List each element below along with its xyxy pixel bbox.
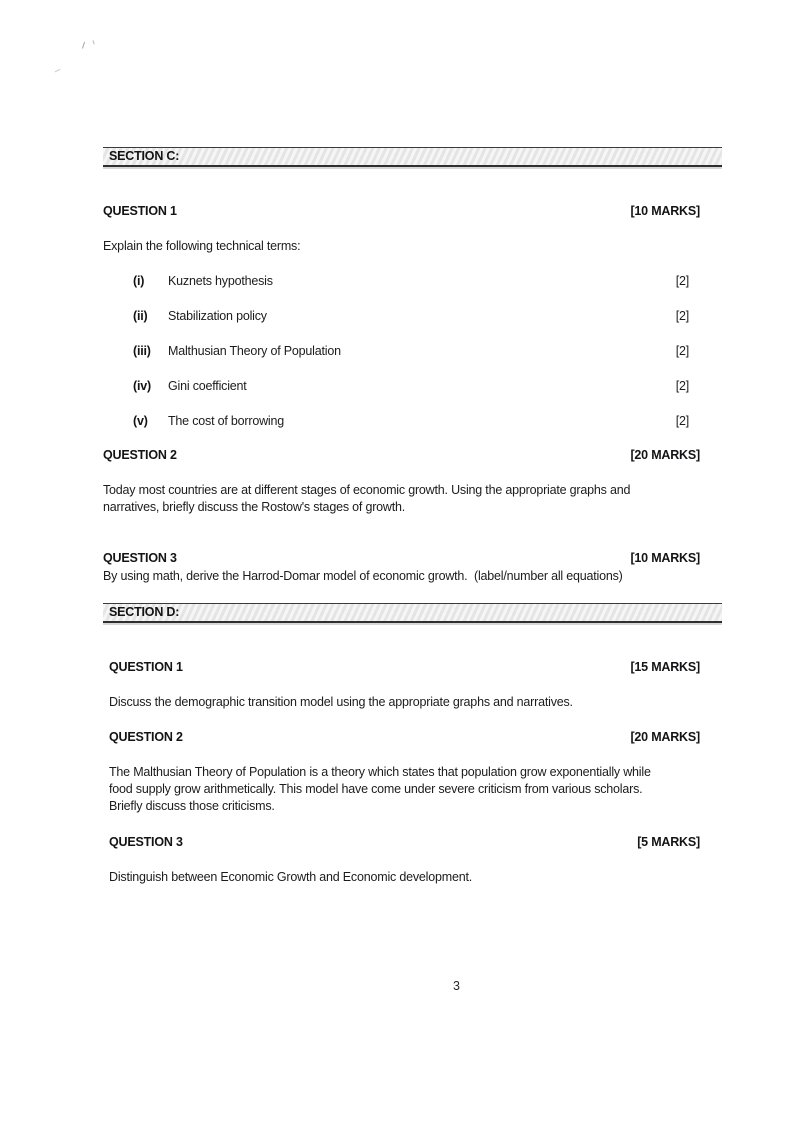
question-marks: [15 MARKS] <box>630 660 700 674</box>
scan-artifact <box>55 69 62 74</box>
term-text: The cost of borrowing <box>168 414 284 428</box>
question-marks: [5 MARKS] <box>637 835 700 849</box>
term-number: (iv) <box>133 379 151 393</box>
question-label: QUESTION 1 <box>109 660 183 674</box>
question-label: QUESTION 3 <box>103 551 177 565</box>
question-marks: [10 MARKS] <box>630 551 700 565</box>
scan-artifact <box>92 40 96 45</box>
question-heading <box>109 729 722 746</box>
page-number: 3 <box>453 979 460 993</box>
term-row <box>103 413 722 430</box>
term-text: Malthusian Theory of Population <box>168 344 341 358</box>
section-d-content <box>103 659 722 886</box>
section-d-title: SECTION D: <box>109 605 180 619</box>
question-heading <box>103 203 722 220</box>
term-marks: [2] <box>675 414 689 428</box>
section-c-title: SECTION C: <box>109 149 180 163</box>
question-body: Discuss the demographic transition model using the appropriate graphs and narratives. <box>109 695 573 709</box>
body-line: The Malthusian Theory of Population is a theory which states that population grow exponentially while <box>109 765 651 779</box>
term-row <box>103 273 722 290</box>
term-number: (i) <box>133 274 145 288</box>
term-text: Stabilization policy <box>168 309 267 323</box>
body-line: Briefly discuss those criticisms. <box>109 799 275 813</box>
term-row <box>103 308 722 325</box>
scan-artifact <box>82 42 87 50</box>
question-label: QUESTION 1 <box>103 204 177 218</box>
section-c-header <box>103 147 722 167</box>
terms-list <box>103 273 722 430</box>
term-text: Gini coefficient <box>168 379 247 393</box>
term-row <box>103 378 722 395</box>
term-marks: [2] <box>675 309 689 323</box>
term-marks: [2] <box>675 344 689 358</box>
question-marks: [10 MARKS] <box>630 204 700 218</box>
term-row <box>103 343 722 360</box>
question-heading <box>103 447 722 464</box>
question-marks: [20 MARKS] <box>630 730 700 744</box>
page-content <box>103 0 722 886</box>
question-marks: [20 MARKS] <box>630 448 700 462</box>
term-text: Kuznets hypothesis <box>168 274 273 288</box>
term-number: (v) <box>133 414 148 428</box>
term-marks: [2] <box>675 274 689 288</box>
question-heading <box>109 834 722 851</box>
question-heading <box>109 659 722 676</box>
question-body <box>103 482 722 516</box>
term-marks: [2] <box>675 379 689 393</box>
body-line: narratives, briefly discuss the Rostow's stages of growth. <box>103 500 406 514</box>
term-number: (iii) <box>133 344 151 358</box>
body-line: food supply grow arithmetically. This model have come under severe criticism from various scholars. <box>109 782 643 796</box>
term-number: (ii) <box>133 309 148 323</box>
question-body: Distinguish between Economic Growth and Economic development. <box>109 870 472 884</box>
question-label: QUESTION 3 <box>109 835 183 849</box>
section-d-header <box>103 603 722 623</box>
body-line: Today most countries are at different stages of economic growth. Using the appropriate graphs and <box>103 483 631 497</box>
question-label: QUESTION 2 <box>103 448 177 462</box>
question-body <box>109 764 722 815</box>
question-label: QUESTION 2 <box>109 730 183 744</box>
question-body: By using math, derive the Harrod-Domar model of economic growth. (label/number all equations) <box>103 569 623 583</box>
question-heading <box>103 550 722 567</box>
question-intro: Explain the following technical terms: <box>103 239 301 253</box>
